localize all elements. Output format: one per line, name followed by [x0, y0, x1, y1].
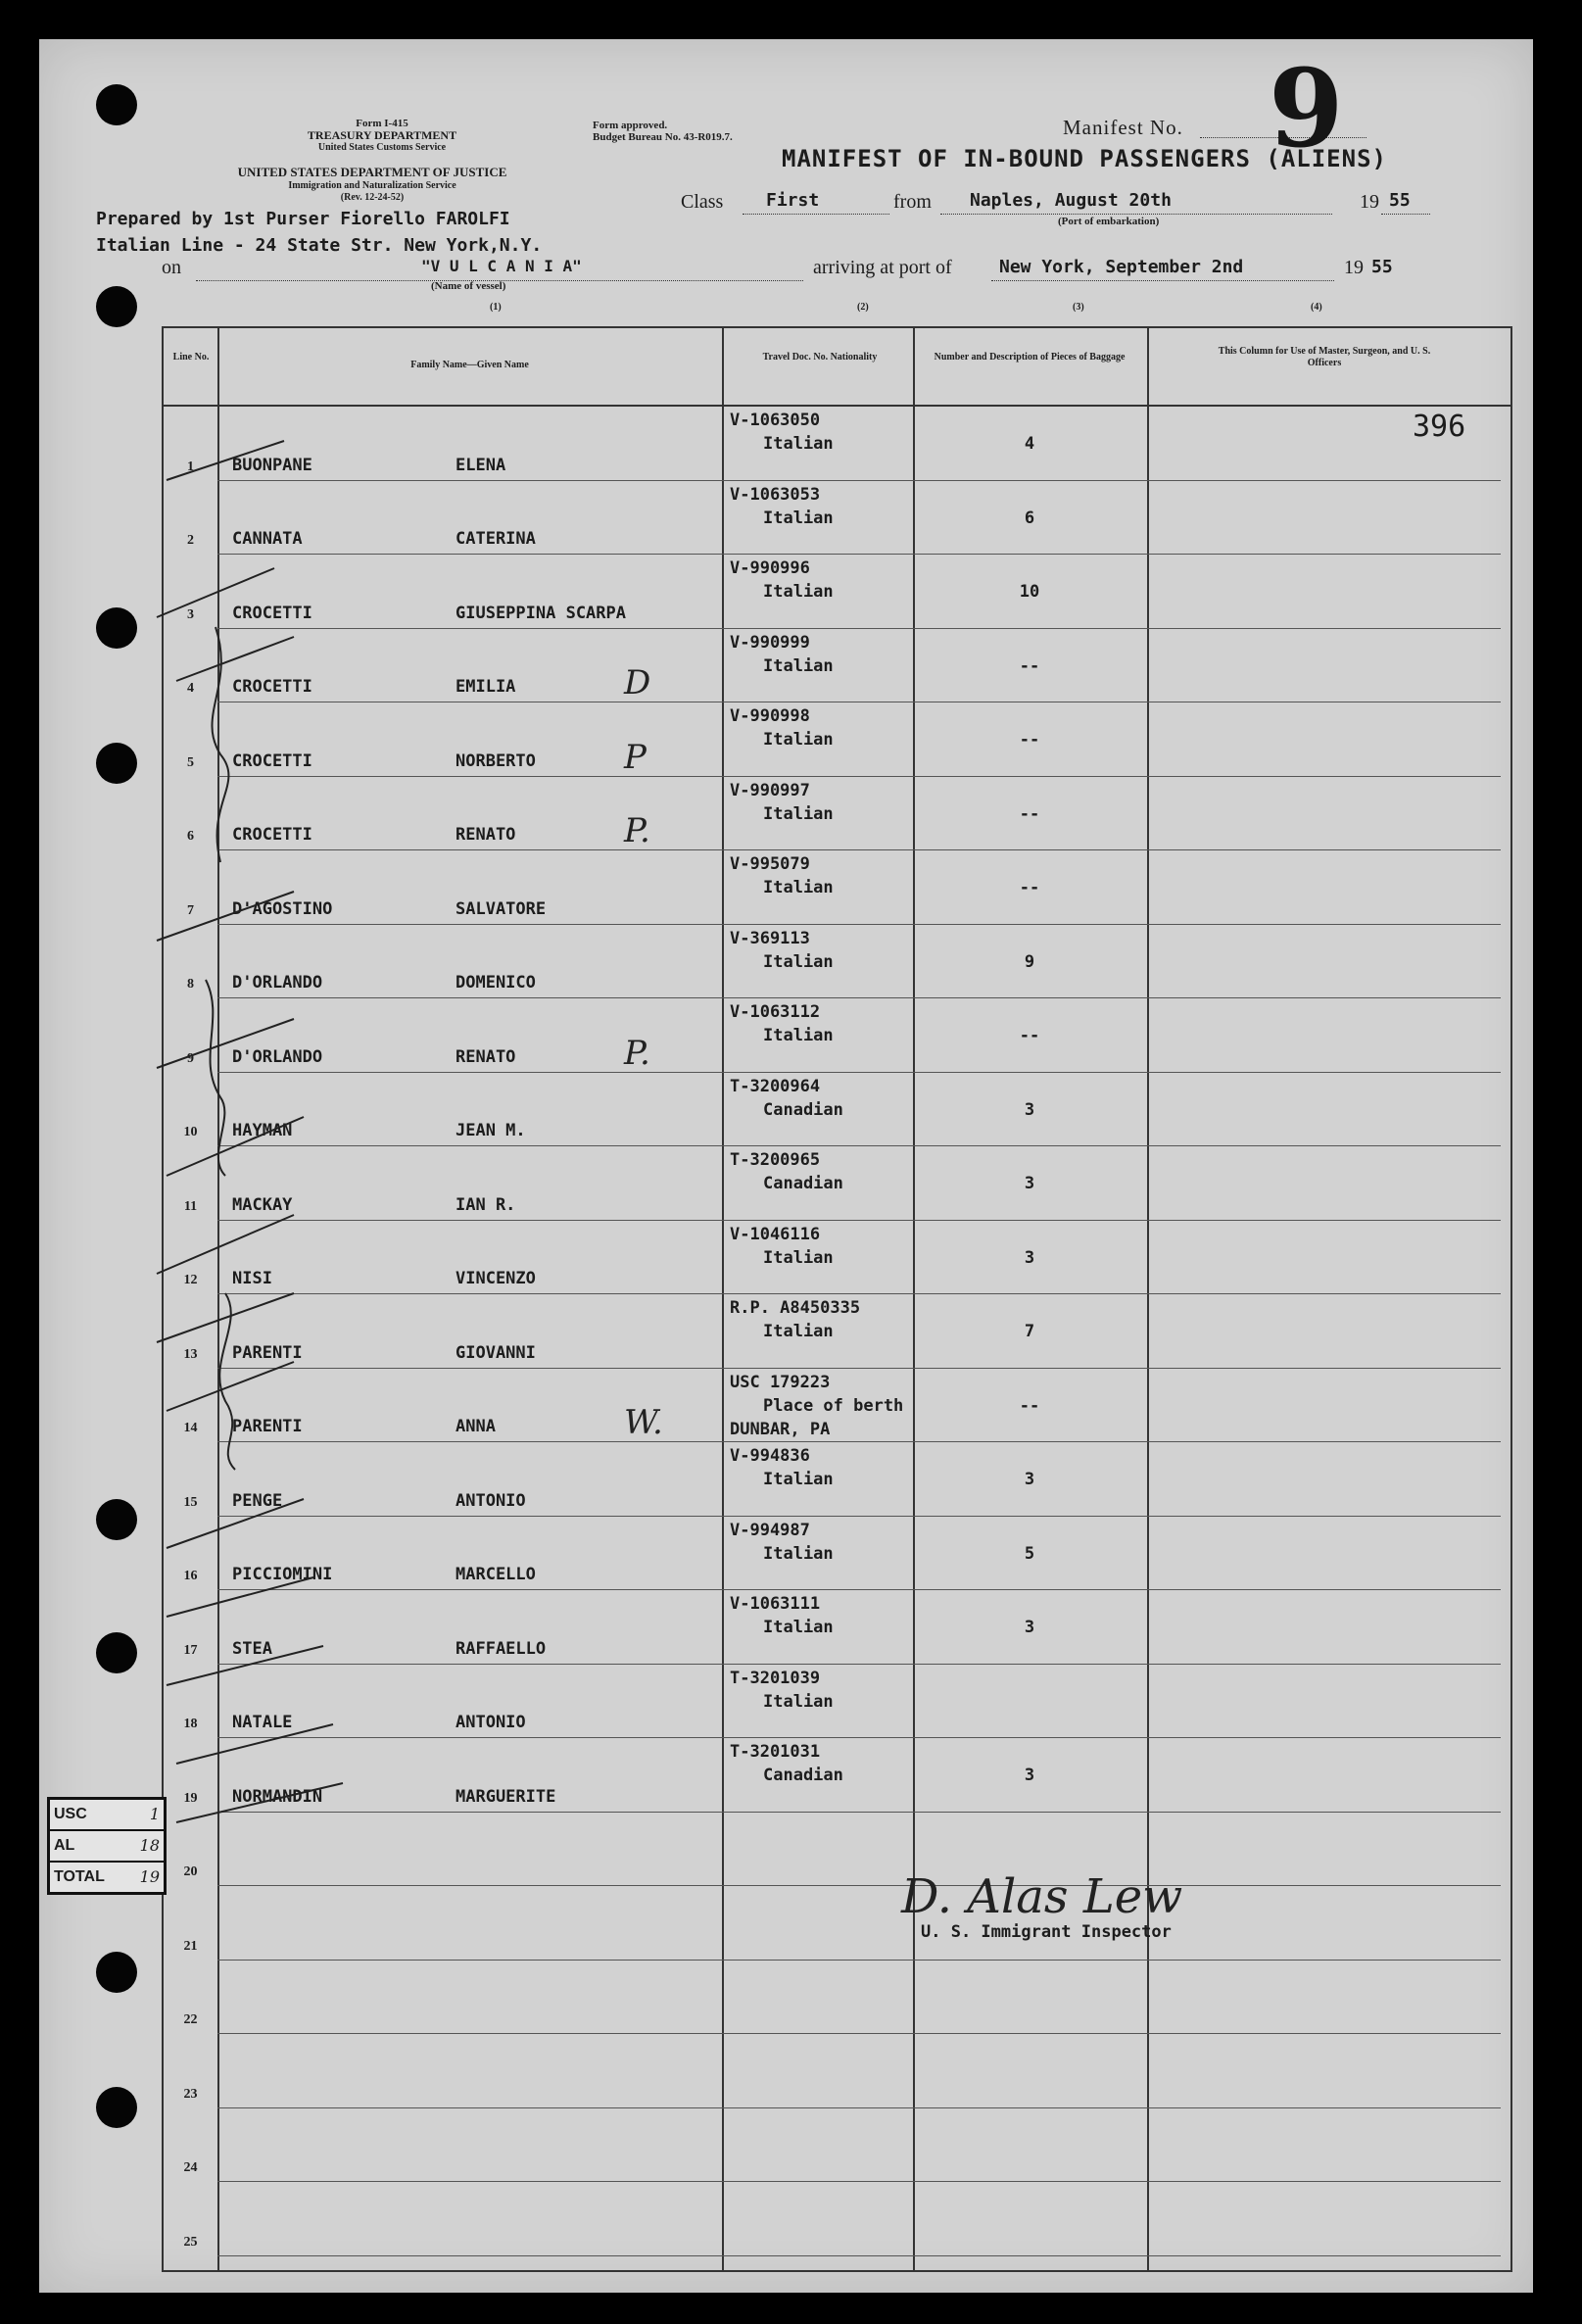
form-approved: Form approved.: [593, 120, 668, 131]
given-name: MARCELLO: [455, 1565, 536, 1584]
travel-doc-number: V-369113: [730, 928, 810, 948]
family-name: MACKAY: [232, 1194, 293, 1215]
line-number: 12: [183, 1273, 198, 1287]
family-name: CROCETTI: [232, 750, 312, 771]
table-row: [164, 1961, 1510, 2035]
nationality: Italian: [763, 1691, 834, 1712]
family-name: CROCETTI: [232, 825, 312, 845]
travel-doc-number: V-994987: [730, 1520, 810, 1540]
line-number: 14: [183, 1421, 198, 1435]
nationality: Italian: [763, 951, 834, 972]
line-number: 18: [183, 1717, 198, 1731]
pencil-marks: [127, 431, 353, 1901]
vessel-name: "V U L C A N I A": [421, 257, 582, 275]
given-name: ANTONIO: [455, 1490, 526, 1511]
baggage-count: 6: [1024, 508, 1035, 528]
customs-service: United States Customs Service: [317, 142, 447, 153]
table-row: [164, 777, 1510, 851]
given-name: ANNA: [455, 1417, 496, 1436]
family-name: BUONPANE: [232, 455, 312, 475]
table-row: [164, 1665, 1510, 1739]
table-row: [164, 2108, 1510, 2183]
table-row: [164, 1294, 1510, 1369]
nationality: Italian: [763, 1247, 834, 1268]
baggage-count: 3: [1024, 1766, 1035, 1785]
given-name: GIOVANNI: [455, 1342, 536, 1363]
baggage-count: --: [1019, 878, 1040, 897]
given-name: IAN R.: [455, 1194, 516, 1215]
table-row: [164, 2034, 1510, 2108]
nationality: Canadian: [763, 1174, 843, 1193]
travel-doc-number: V-994836: [730, 1446, 810, 1466]
stamp-total: [50, 1863, 164, 1892]
table-row: [164, 925, 1510, 999]
nationality: Canadian: [763, 1099, 843, 1120]
handwritten-mark: W.: [624, 1403, 663, 1442]
col-header-travel-doc: Travel Doc. No. Nationality: [762, 352, 878, 363]
table-row: [164, 1221, 1510, 1295]
travel-doc-number: V-990999: [730, 632, 810, 653]
stamp-total-value: 19: [139, 1867, 160, 1886]
line-number: 11: [183, 1198, 198, 1214]
arriving-label: arriving at port of: [813, 257, 952, 278]
given-name: RENATO: [455, 825, 516, 845]
handwritten-mark: P: [624, 737, 647, 777]
given-name: JEAN M.: [455, 1121, 526, 1140]
baggage-count: 3: [1024, 1174, 1035, 1193]
baggage-count: --: [1019, 803, 1040, 824]
line-number: 6: [187, 829, 194, 844]
baggage-count: 4: [1024, 434, 1035, 454]
family-name: D'AGOSTINO: [232, 898, 333, 919]
line-number: 7: [187, 902, 194, 918]
baggage-count: --: [1019, 1026, 1040, 1045]
nationality: Italian: [763, 434, 834, 454]
stamp-al-label: AL: [54, 1837, 75, 1854]
baggage-count: 7: [1024, 1322, 1035, 1341]
table-row: [164, 1886, 1510, 1961]
punch-hole: [96, 2087, 137, 2128]
nationality: Italian: [763, 582, 834, 602]
form-number: Form I-415: [356, 118, 408, 129]
col-header-officers: This Column for Use of Master, Surgeon, and U. S. Officers: [1218, 346, 1431, 368]
family-name: PARENTI: [232, 1342, 303, 1363]
nationality: Place of berth: [763, 1395, 904, 1416]
given-name: NORBERTO: [455, 750, 536, 771]
stamp-total-label: TOTAL: [54, 1868, 105, 1885]
given-name: SALVATORE: [455, 898, 547, 919]
treasury-department: TREASURY DEPARTMENT: [307, 128, 457, 142]
inspector-caption: U. S. Immigrant Inspector: [921, 1922, 1172, 1942]
table-row: [164, 407, 1510, 481]
manifest-page: [39, 39, 1533, 2293]
column-number: (2): [857, 302, 869, 313]
family-name: PICCIOMINI: [232, 1565, 333, 1584]
immigration-service: Immigration and Naturalization Service: [288, 180, 456, 191]
column-number: (3): [1073, 302, 1084, 313]
baggage-count: 3: [1024, 1247, 1035, 1268]
officer-rule: [1094, 2255, 1491, 2256]
nationality: Canadian: [763, 1766, 843, 1785]
given-name: EMILIA: [455, 677, 516, 697]
travel-doc-number: R.P. A8450335: [730, 1298, 861, 1318]
table-body: [164, 407, 1510, 2268]
manifest-no-label: Manifest No.: [1063, 116, 1183, 139]
baggage-count: 9: [1024, 951, 1035, 972]
passenger-table: [162, 326, 1512, 2272]
line-number: 19: [183, 1790, 198, 1806]
arriving-year-value: 55: [1371, 257, 1393, 277]
given-name: RENATO: [455, 1046, 516, 1067]
nationality: Italian: [763, 1618, 834, 1637]
travel-doc-number: T-3200964: [730, 1076, 821, 1096]
baggage-count: 5: [1024, 1543, 1035, 1564]
line-number: 5: [187, 754, 194, 770]
budget-bureau: Budget Bureau No. 43-R019.7.: [593, 131, 733, 143]
travel-doc-number: T-3201039: [730, 1668, 821, 1688]
baggage-count: 3: [1024, 1618, 1035, 1637]
line-number: 16: [183, 1569, 198, 1583]
given-name: MARGUERITE: [455, 1786, 556, 1807]
stamp-al-value: 18: [139, 1836, 160, 1855]
line-number: 22: [183, 2012, 198, 2027]
arriving-value: New York, September 2nd: [999, 257, 1244, 277]
table-row: [164, 1369, 1510, 1443]
family-name: CROCETTI: [232, 603, 312, 623]
baggage-count: 10: [1019, 582, 1040, 602]
baggage-count: --: [1019, 655, 1040, 676]
line-number: 10: [183, 1125, 198, 1139]
travel-doc-number: V-1063111: [730, 1594, 821, 1614]
manifest-title: MANIFEST OF IN-BOUND PASSENGERS (ALIENS): [782, 145, 1387, 172]
nationality: Italian: [763, 508, 834, 528]
handwritten-mark: D: [624, 663, 651, 702]
given-name: GIUSEPPINA SCARPA: [455, 603, 626, 623]
travel-doc-number: V-1046116: [730, 1224, 821, 1244]
punch-hole: [96, 1952, 137, 1993]
count-stamp: [47, 1797, 167, 1895]
nationality: Italian: [763, 655, 834, 676]
stamp-usc: [50, 1800, 164, 1831]
from-line: [940, 214, 1332, 215]
vessel-caption: (Name of vessel): [431, 280, 506, 292]
given-name: RAFFAELLO: [455, 1638, 547, 1659]
table-row: [164, 1738, 1510, 1813]
travel-doc-number: T-3200965: [730, 1150, 821, 1170]
line-number: 20: [183, 1864, 198, 1879]
travel-doc-number: V-990996: [730, 558, 810, 578]
page-number: 396: [1413, 410, 1466, 444]
year-line: [1381, 214, 1430, 215]
year-label: 19: [1360, 191, 1379, 213]
handwritten-mark: P.: [624, 1033, 650, 1073]
stamp-al: [50, 1831, 164, 1863]
year-value: 55: [1389, 190, 1411, 211]
class-line: [743, 214, 889, 215]
baggage-count: --: [1019, 730, 1040, 750]
nationality: Italian: [763, 803, 834, 824]
travel-doc-number: V-995079: [730, 854, 810, 874]
birthplace: DUNBAR, PA: [730, 1419, 831, 1439]
table-row: [164, 1813, 1510, 1887]
baggage-count: 3: [1024, 1099, 1035, 1120]
nationality: Italian: [763, 1543, 834, 1564]
table-row: [164, 1590, 1510, 1665]
col-header-baggage: Number and Description of Pieces of Baggage: [934, 352, 1126, 363]
line-number: 4: [187, 681, 194, 696]
arriving-line: [991, 280, 1334, 281]
family-name: CROCETTI: [232, 677, 312, 697]
travel-doc-number: V-1063053: [730, 484, 821, 505]
travel-doc-number: T-3201031: [730, 1742, 821, 1762]
line-number: 15: [183, 1494, 198, 1510]
family-name: D'ORLANDO: [232, 973, 323, 993]
manifest-number: 9: [1269, 45, 1344, 171]
baggage-count: 3: [1024, 1470, 1035, 1489]
table-row: [164, 1073, 1510, 1147]
punch-hole: [96, 84, 137, 125]
handwritten-mark: P.: [624, 811, 650, 850]
line-number: 8: [187, 977, 194, 992]
line-number: 2: [187, 533, 194, 548]
line-number: 3: [187, 606, 194, 622]
travel-doc-number: V-1063050: [730, 411, 821, 430]
class-value: First: [766, 190, 820, 211]
port-embarkation-caption: (Port of embarkation): [1058, 216, 1160, 227]
baggage-count: --: [1019, 1395, 1040, 1416]
line-number: 25: [183, 2234, 198, 2250]
family-name: HAYMAN: [232, 1121, 293, 1140]
travel-doc-number: V-1063112: [730, 1002, 821, 1022]
family-name: STEA: [232, 1638, 272, 1659]
travel-doc-number: V-990997: [730, 780, 810, 800]
stamp-usc-value: 1: [149, 1805, 160, 1823]
punch-hole: [96, 286, 137, 327]
table-row: [164, 702, 1510, 777]
from-label: from: [893, 191, 932, 213]
given-name: DOMENICO: [455, 973, 536, 993]
line-number: 24: [183, 2160, 198, 2175]
family-name: NORMANDIN: [232, 1786, 323, 1807]
table-row: [164, 629, 1510, 703]
travel-doc-number: USC 179223: [730, 1372, 831, 1392]
table-row: [164, 998, 1510, 1073]
given-name: ANTONIO: [455, 1713, 526, 1732]
form-revision: (Rev. 12-24-52): [340, 192, 405, 203]
nationality: Italian: [763, 1026, 834, 1045]
nationality: Italian: [763, 1322, 834, 1341]
line-number: 23: [183, 2086, 198, 2102]
family-name: D'ORLANDO: [232, 1046, 323, 1067]
given-name: VINCENZO: [455, 1269, 536, 1288]
on-label: on: [162, 257, 181, 278]
nationality: Italian: [763, 878, 834, 897]
inspector-signature: D. Alas Lew: [901, 1869, 1183, 1924]
table-row: [164, 850, 1510, 925]
table-row: [164, 2182, 1510, 2256]
nationality: Italian: [763, 1470, 834, 1489]
line-number: 17: [183, 1642, 198, 1658]
class-label: Class: [681, 191, 724, 213]
table-row: [164, 555, 1510, 629]
family-name: NISI: [232, 1269, 272, 1288]
arriving-year-label: 19: [1344, 257, 1364, 278]
nationality: Italian: [763, 730, 834, 750]
family-name: CANNATA: [232, 529, 303, 549]
stamp-usc-label: USC: [54, 1806, 87, 1822]
family-name: NATALE: [232, 1713, 293, 1732]
given-name: CATERINA: [455, 529, 536, 549]
column-number: (4): [1311, 302, 1322, 313]
family-name: PENGE: [232, 1490, 283, 1511]
line-number: 21: [183, 1938, 198, 1954]
table-row: [164, 1442, 1510, 1517]
line-number: 9: [187, 1050, 194, 1066]
table-row: [164, 1517, 1510, 1591]
col-header-name: Family Name—Given Name: [410, 360, 529, 370]
department-of-justice: UNITED STATES DEPARTMENT OF JUSTICE: [237, 165, 507, 179]
prepared-by: Prepared by 1st Purser Fiorello FAROLFI: [96, 209, 510, 229]
col-header-line-no: Line No.: [172, 352, 210, 363]
line-number: 1: [187, 459, 194, 474]
travel-doc-number: V-990998: [730, 706, 810, 726]
family-name: PARENTI: [232, 1417, 303, 1436]
table-row: [164, 481, 1510, 556]
from-value: Naples, August 20th: [970, 190, 1172, 211]
column-number: (1): [490, 302, 502, 313]
given-name: ELENA: [455, 455, 506, 475]
line-number: 13: [183, 1346, 198, 1362]
line-address: Italian Line - 24 State Str. New York,N.Y.: [96, 235, 543, 256]
table-row: [164, 1146, 1510, 1221]
